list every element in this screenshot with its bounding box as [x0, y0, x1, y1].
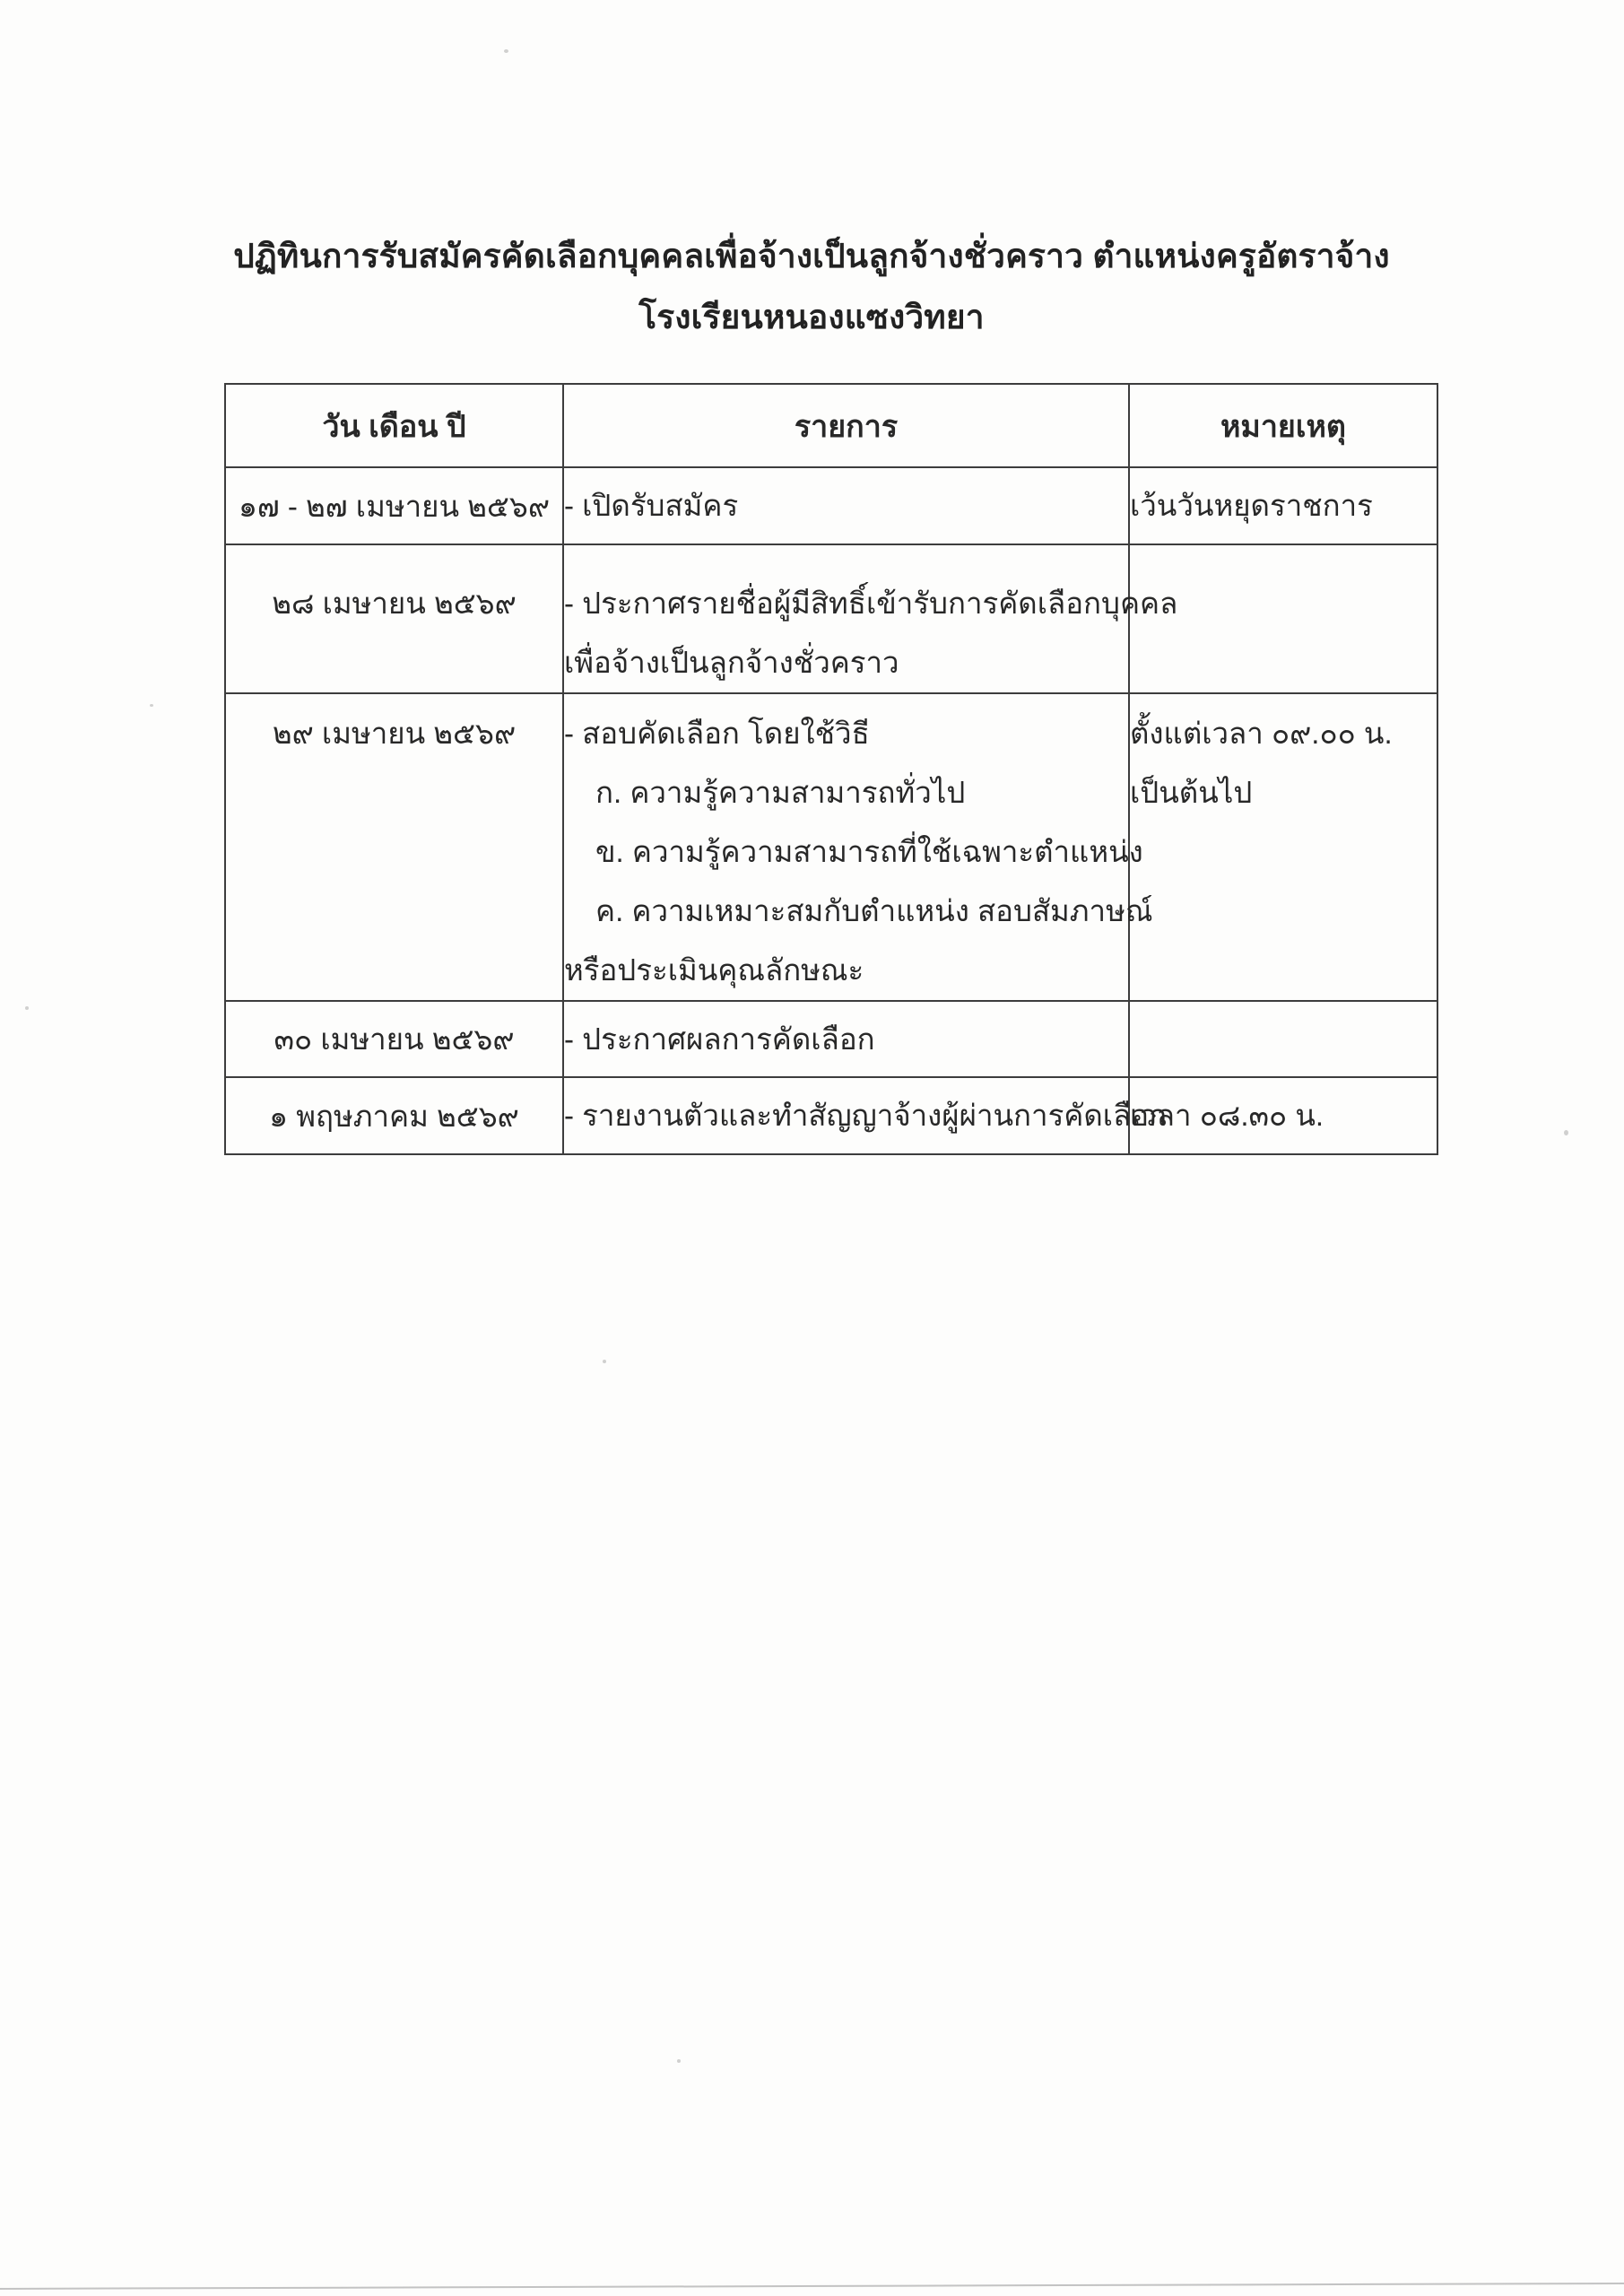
table-row — [225, 1001, 1437, 1077]
date-cell: ๓๐ เมษายน ๒๕๖๙ — [225, 1001, 563, 1077]
item-line: ก. ความรู้ความสามารถทั่วไป — [595, 776, 966, 809]
item-line: - ประกาศผลการคัดเลือก — [564, 1022, 875, 1056]
table-row — [225, 693, 1437, 1001]
note-line: เว้นวันหยุดราชการ — [1130, 489, 1373, 522]
document-title-line1: ปฏิทินการรับสมัครคัดเลือกบุคคลเพื่อจ้างเป็นลูกจ้างชั่วคราว ตำแหน่งครูอัตราจ้าง — [233, 238, 1390, 274]
scan-speck — [677, 2059, 681, 2063]
item-line: ข. ความรู้ความสามารถที่ใช้เฉพาะตำแหน่ง — [595, 835, 1143, 868]
column-header-date: วัน เดือน ปี — [225, 384, 563, 467]
date-cell: ๑ พฤษภาคม ๒๕๖๙ — [225, 1077, 563, 1154]
date-cell — [225, 544, 563, 693]
table-row — [225, 467, 1437, 544]
item-line: ค. ความเหมาะสมกับตำแหน่ง สอบสัมภาษณ์ — [595, 894, 1153, 927]
scan-speck — [25, 1006, 29, 1010]
recruitment-calendar-table — [224, 383, 1438, 1155]
note-cell — [1129, 467, 1437, 544]
scan-speck — [504, 49, 508, 53]
items-cell — [563, 693, 1153, 1001]
date-cell: ๑๗ - ๒๗ เมษายน ๒๕๖๙ — [225, 467, 563, 544]
table-row — [225, 1077, 1437, 1154]
scan-speck — [150, 704, 153, 707]
item-line: - เปิดรับสมัคร — [564, 489, 739, 522]
items-cell — [563, 544, 1178, 693]
scan-speck — [603, 1360, 606, 1363]
items-cell — [563, 467, 1129, 544]
item-line: หรือประเมินคุณลักษณะ — [564, 953, 864, 987]
items-cell — [563, 1001, 1129, 1077]
note-line: ตั้งแต่เวลา ๐๙.๐๐ น. — [1130, 717, 1393, 750]
note-cell — [1129, 1077, 1437, 1154]
item-line: - รายงานตัวและทำสัญญาจ้างผู้ผ่านการคัดเลือก — [564, 1099, 1168, 1132]
items-cell — [563, 1077, 1168, 1154]
date-text: ๒๘ เมษายน ๒๕๖๙ — [272, 587, 517, 620]
note-cell — [1129, 693, 1437, 1001]
document-title — [157, 226, 1466, 348]
document-title-line2: โรงเรียนหนองแซงวิทยา — [638, 299, 985, 335]
note-line: เป็นต้นไป — [1130, 776, 1253, 809]
item-line: - ประกาศรายชื่อผู้มีสิทธิ์เข้ารับการคัดเลือกบุคคล — [564, 587, 1178, 620]
date-cell — [225, 693, 563, 1001]
scan-speck — [1564, 1130, 1568, 1135]
item-line: - สอบคัดเลือก โดยใช้วิธี — [564, 717, 870, 750]
table-header-row — [225, 384, 1437, 467]
column-header-item: รายการ — [563, 384, 1129, 467]
table-row — [225, 544, 1437, 693]
item-line: เพื่อจ้างเป็นลูกจ้างชั่วคราว — [564, 646, 899, 679]
note-line: เวลา ๐๘.๓๐ น. — [1130, 1099, 1324, 1132]
note-cell — [1129, 1001, 1437, 1077]
column-header-note: หมายเหตุ — [1129, 384, 1437, 467]
paper-scan-edge — [0, 2283, 1624, 2290]
date-text: ๒๙ เมษายน ๒๕๖๙ — [272, 717, 517, 750]
